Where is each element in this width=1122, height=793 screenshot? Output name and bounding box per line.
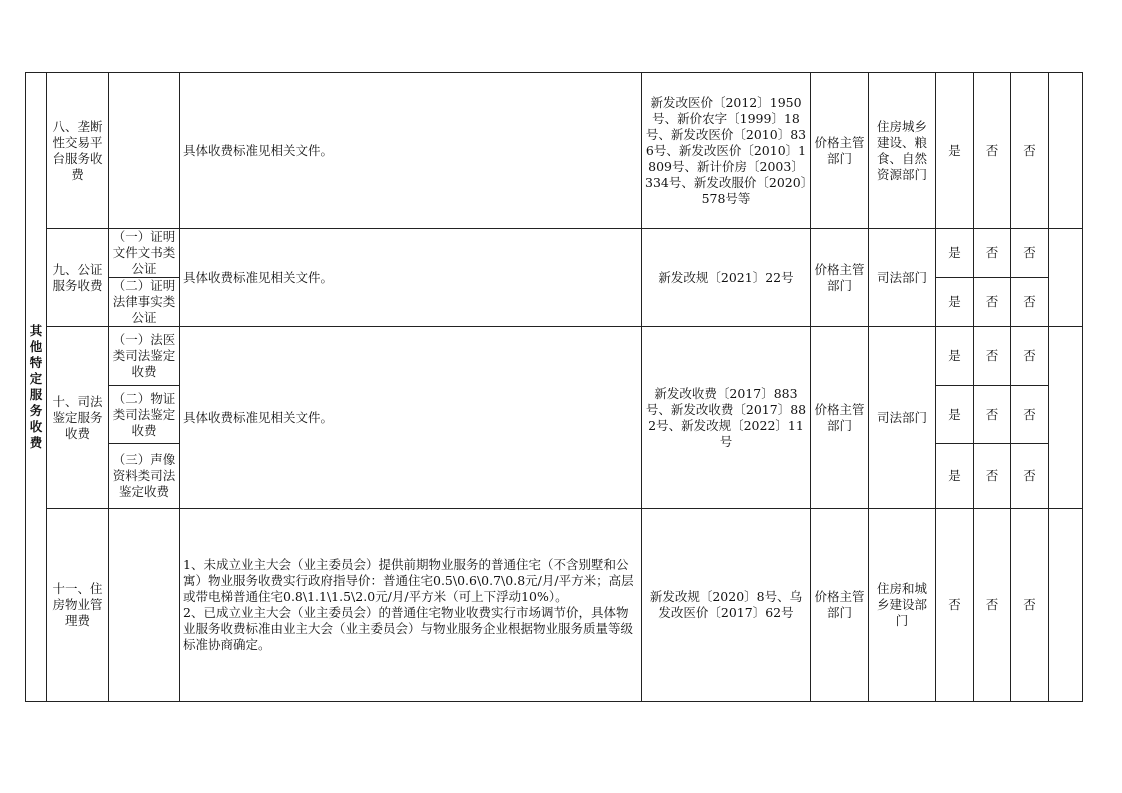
- yn-cell: 否: [1011, 278, 1049, 327]
- empty-cell: [1049, 229, 1083, 327]
- table-row: [26, 327, 1083, 386]
- yn-cell: 否: [1011, 327, 1049, 386]
- policy-basis: 新发改规〔2020〕8号、乌发改医价〔2017〕62号: [642, 509, 811, 702]
- empty-cell: [1049, 509, 1083, 702]
- policy-basis: 新发改规〔2021〕22号: [642, 229, 811, 327]
- fee-standard: [180, 509, 642, 702]
- yn-cell: 否: [1011, 73, 1049, 229]
- manager-dept: 价格主管部门: [811, 229, 869, 327]
- yn-cell: 是: [936, 327, 974, 386]
- yn-cell: 是: [936, 73, 974, 229]
- standard-paragraph-2: 2、已成立业主大会（业主委员会）的普通住宅物业收费实行市场调节价，具体物业服务收费标准由业主大会（业主委员会）与物业服务企业根据物业服务质量等级标准协商确定。: [183, 605, 634, 652]
- item-name: 十一、住房物业管理费: [47, 509, 109, 702]
- empty-cell: [1049, 73, 1083, 229]
- policy-basis: 新发改医价〔2012〕1950号、新价农字〔1999〕18号、新发改医价〔2010〕836号、新发改医价〔2010〕1809号、新计价房〔2003〕334号、新发改服价〔2020〕578号等: [642, 73, 811, 229]
- yn-cell: 是: [936, 278, 974, 327]
- yn-cell: 否: [1011, 229, 1049, 278]
- yn-cell: 否: [974, 327, 1011, 386]
- responsible-dept: 住房和城乡建设部门: [869, 509, 936, 702]
- sub-item: （二）物证类司法鉴定收费: [109, 386, 180, 444]
- sub-item: （一）法医类司法鉴定收费: [109, 327, 180, 386]
- manager-dept: 价格主管部门: [811, 509, 869, 702]
- sub-item-empty: [109, 73, 180, 229]
- sub-item-empty: [109, 509, 180, 702]
- yn-cell: 是: [936, 386, 974, 444]
- manager-dept: 价格主管部门: [811, 73, 869, 229]
- fee-standard: 具体收费标准见相关文件。: [180, 73, 642, 229]
- table-row: [26, 73, 1083, 229]
- fee-table: [25, 72, 1083, 702]
- yn-cell: 否: [1011, 386, 1049, 444]
- sub-item: （一）证明文件文书类公证: [109, 229, 180, 278]
- yn-cell: 否: [974, 278, 1011, 327]
- yn-cell: 否: [974, 73, 1011, 229]
- yn-cell: 否: [974, 444, 1011, 509]
- empty-cell: [1049, 327, 1083, 509]
- sub-item: （三）声像资料类司法鉴定收费: [109, 444, 180, 509]
- yn-cell: 否: [974, 509, 1011, 702]
- item-name: 八、垄断性交易平台服务收费: [47, 73, 109, 229]
- sub-item: （二）证明法律事实类公证: [109, 278, 180, 327]
- yn-cell: 否: [974, 229, 1011, 278]
- yn-cell: 否: [1011, 444, 1049, 509]
- policy-basis: 新发改收费〔2017〕883号、新发改收费〔2017〕882号、新发改规〔2022〕11号: [642, 327, 811, 509]
- category-cell: 其他特定服务收费: [26, 73, 47, 702]
- standard-paragraph-1: 1、未成立业主大会（业主委员会）提供前期物业服务的普通住宅（不含别墅和公寓）物业服务收费实行政府指导价：普通住宅0.5\0.6\0.7\0.8元/月/平方米；高层或带电梯普通住宅0.8\1.1\1.5\2.0元/月/平方米（可上下浮动10%）。: [183, 557, 634, 604]
- responsible-dept: 司法部门: [869, 327, 936, 509]
- responsible-dept: 住房城乡建设、粮食、自然资源部门: [869, 73, 936, 229]
- yn-cell: 否: [1011, 509, 1049, 702]
- manager-dept: 价格主管部门: [811, 327, 869, 509]
- responsible-dept: 司法部门: [869, 229, 936, 327]
- fee-standard: 具体收费标准见相关文件。: [180, 327, 642, 509]
- table-row: [26, 229, 1083, 278]
- yn-cell: 否: [974, 386, 1011, 444]
- item-name: 十、司法鉴定服务收费: [47, 327, 109, 509]
- item-name: 九、公证服务收费: [47, 229, 109, 327]
- yn-cell: 是: [936, 444, 974, 509]
- table-row: [26, 509, 1083, 702]
- fee-standard: 具体收费标准见相关文件。: [180, 229, 642, 327]
- yn-cell: 是: [936, 229, 974, 278]
- yn-cell: 否: [936, 509, 974, 702]
